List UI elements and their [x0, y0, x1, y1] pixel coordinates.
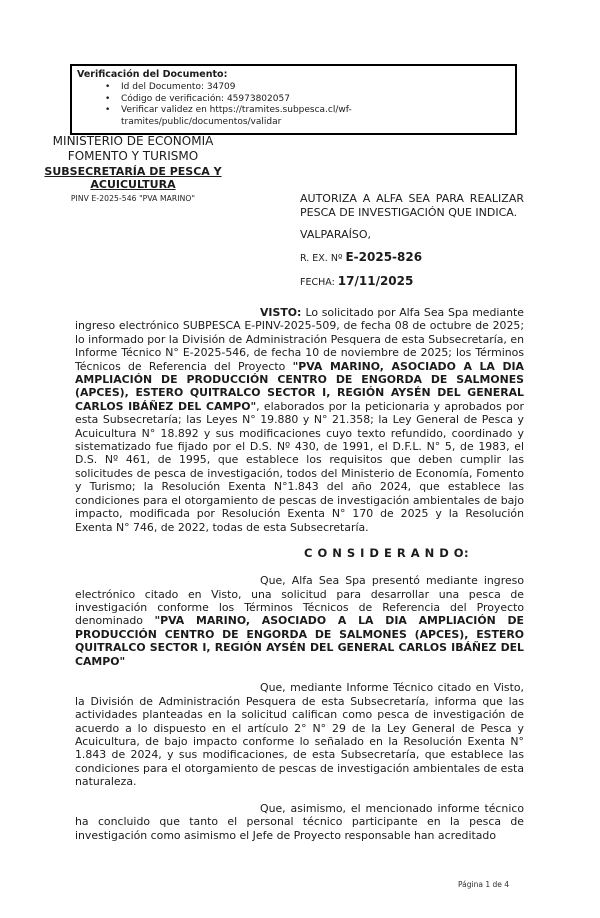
visto-paragraph: [75, 306, 524, 534]
resolution-date-value: 17/11/2025: [337, 273, 414, 288]
resolution-date-line: [300, 274, 524, 290]
resolution-city: VALPARAÍSO,: [300, 228, 372, 241]
verification-code: • Código de verificación: 45973802057: [77, 94, 510, 106]
verification-list: [77, 82, 510, 128]
verification-url: • Verificar validez en https://tramites.subpesca.cl/wf-tramites/public/documentos/validar: [77, 105, 510, 128]
document-body: [75, 306, 524, 842]
resolution-number-line: [300, 250, 524, 266]
considerando-paragraph-3: Que, asimismo, el mencionado informe técnico ha concluido que tanto el personal técnico participante en la pesca de investigación como asimismo el Jefe de Proyecto responsable han acreditado: [75, 801, 524, 842]
considerando-heading: C O N S I D E R A N D O:: [304, 546, 470, 561]
visto-lead: VISTO:: [260, 306, 306, 319]
verification-doc-id: • Id del Documento: 34709: [77, 82, 510, 94]
verification-box: [70, 64, 517, 135]
considerando-1-project-name: "PVA MARINO, ASOCIADO A LA DIA AMPLIACIÓN DE PRODUCCIÓN CENTRO DE ENGORDA DE SALMONES (APCES), ESTERO QUITRALCO SECTOR I, REGIÓN AYSÉN DEL GENERAL CARLOS IBÁÑEZ DEL CAMPO": [75, 614, 524, 668]
ministry-name-line2: FOMENTO Y TURISMO: [67, 149, 199, 163]
resolution-number-label: R. EX. Nº: [300, 252, 346, 264]
visto-text-1: Lo solicitado por Alfa Sea Spa mediante ingreso electrónico SUBPESCA E-PINV-2025-509, de fecha 08 de octubre de 2025; lo informado por la División de Administración Pesquera de esta Subsecretaría, en Informe Técnico N° E-2025-546, de fecha 10 de noviembre de 2025; los Términos Técnicos de Referencia del Proyecto: [75, 306, 524, 373]
resolution-subject: AUTORIZA A ALFA SEA PARA REALIZAR PESCA DE INVESTIGACIÓN QUE INDICA.: [300, 192, 524, 219]
subsecretaria-title: [36, 165, 230, 191]
project-reference: PINV E-2025-546 "PVA MARINO": [70, 194, 196, 203]
ministry-name-line1: MINISTERIO DE ECONOMIA: [52, 134, 214, 148]
resolution-date-label: FECHA:: [300, 276, 338, 288]
considerando-paragraph-1: [75, 574, 524, 668]
verification-title: Verificación del Documento:: [77, 69, 228, 80]
visto-project-name: "PVA MARINO, ASOCIADO A LA DIA AMPLIACIÓN DE PRODUCCIÓN CENTRO DE ENGORDA DE SALMONES (APCES), ESTERO QUITRALCO SECTOR I, REGIÓN AYSÉN DEL GENERAL CARLOS IBÁÑEZ DEL CAMPO": [75, 359, 524, 413]
considerando-paragraph-2: Que, mediante Informe Técnico citado en Visto, la División de Administración Pesquera de esta Subsecretaría, informa que las actividades planteadas en la solicitud califican como pesca de investigación de acuerdo a lo dispuesto en el artículo 2° N° 29 de la Ley General de Pesca y Acuicultura, de bajo impacto conforme lo señalado en la Resolución Exenta N° 1.843 de 2024, y sus modificaciones, de esta Subsecretaría, que establece las condiciones para el otorgamiento de pescas de investigación ambientales de esta naturaleza.: [75, 681, 524, 789]
page-indicator: Página 1 de 4: [458, 880, 510, 889]
subsecretaria-line2: ACUICULTURA: [90, 178, 176, 191]
subsecretaria-line1: SUBSECRETARÍA DE PESCA Y: [44, 165, 222, 178]
visto-text-2: , elaborados por la peticionaria y aprobados por esta Subsecretaría; las Leyes N° 19.880 y N° 21.358; la Ley General de Pesca y Acuicultura N° 18.892 y sus modificaciones cuyo texto refundido, coordinado y sistematizado fue fijado por el D.S. Nº 430, de 1991, el D.F.L. N° 5, de 1983, el D.S. Nº 461, de 1995, que establece los requisitos que deben cumplir las solicitudes de pesca de investigación, todos del Ministerio de Economía, Fomento y Turismo; la Resolución Exenta N°1.843 del año 2024, que establece las condiciones para el otorgamiento de pescas de investigación ambientales de bajo impacto, modificada por Resolución Exenta N° 170 de 2025 y la Resolución Exenta N° 746, de 2022, todas de esta Subsecretaría.: [75, 399, 524, 534]
org-header: [36, 134, 230, 203]
considerando-1-text: Que, Alfa Sea Spa presentó mediante ingreso electrónico citado en Visto, una solicitud para desarrollar una pesca de investigación conforme los Términos Técnicos de Referencia del Proyecto denominado: [75, 574, 524, 628]
resolution-block: [300, 192, 524, 290]
resolution-number-value: E-2025-826: [345, 249, 423, 264]
